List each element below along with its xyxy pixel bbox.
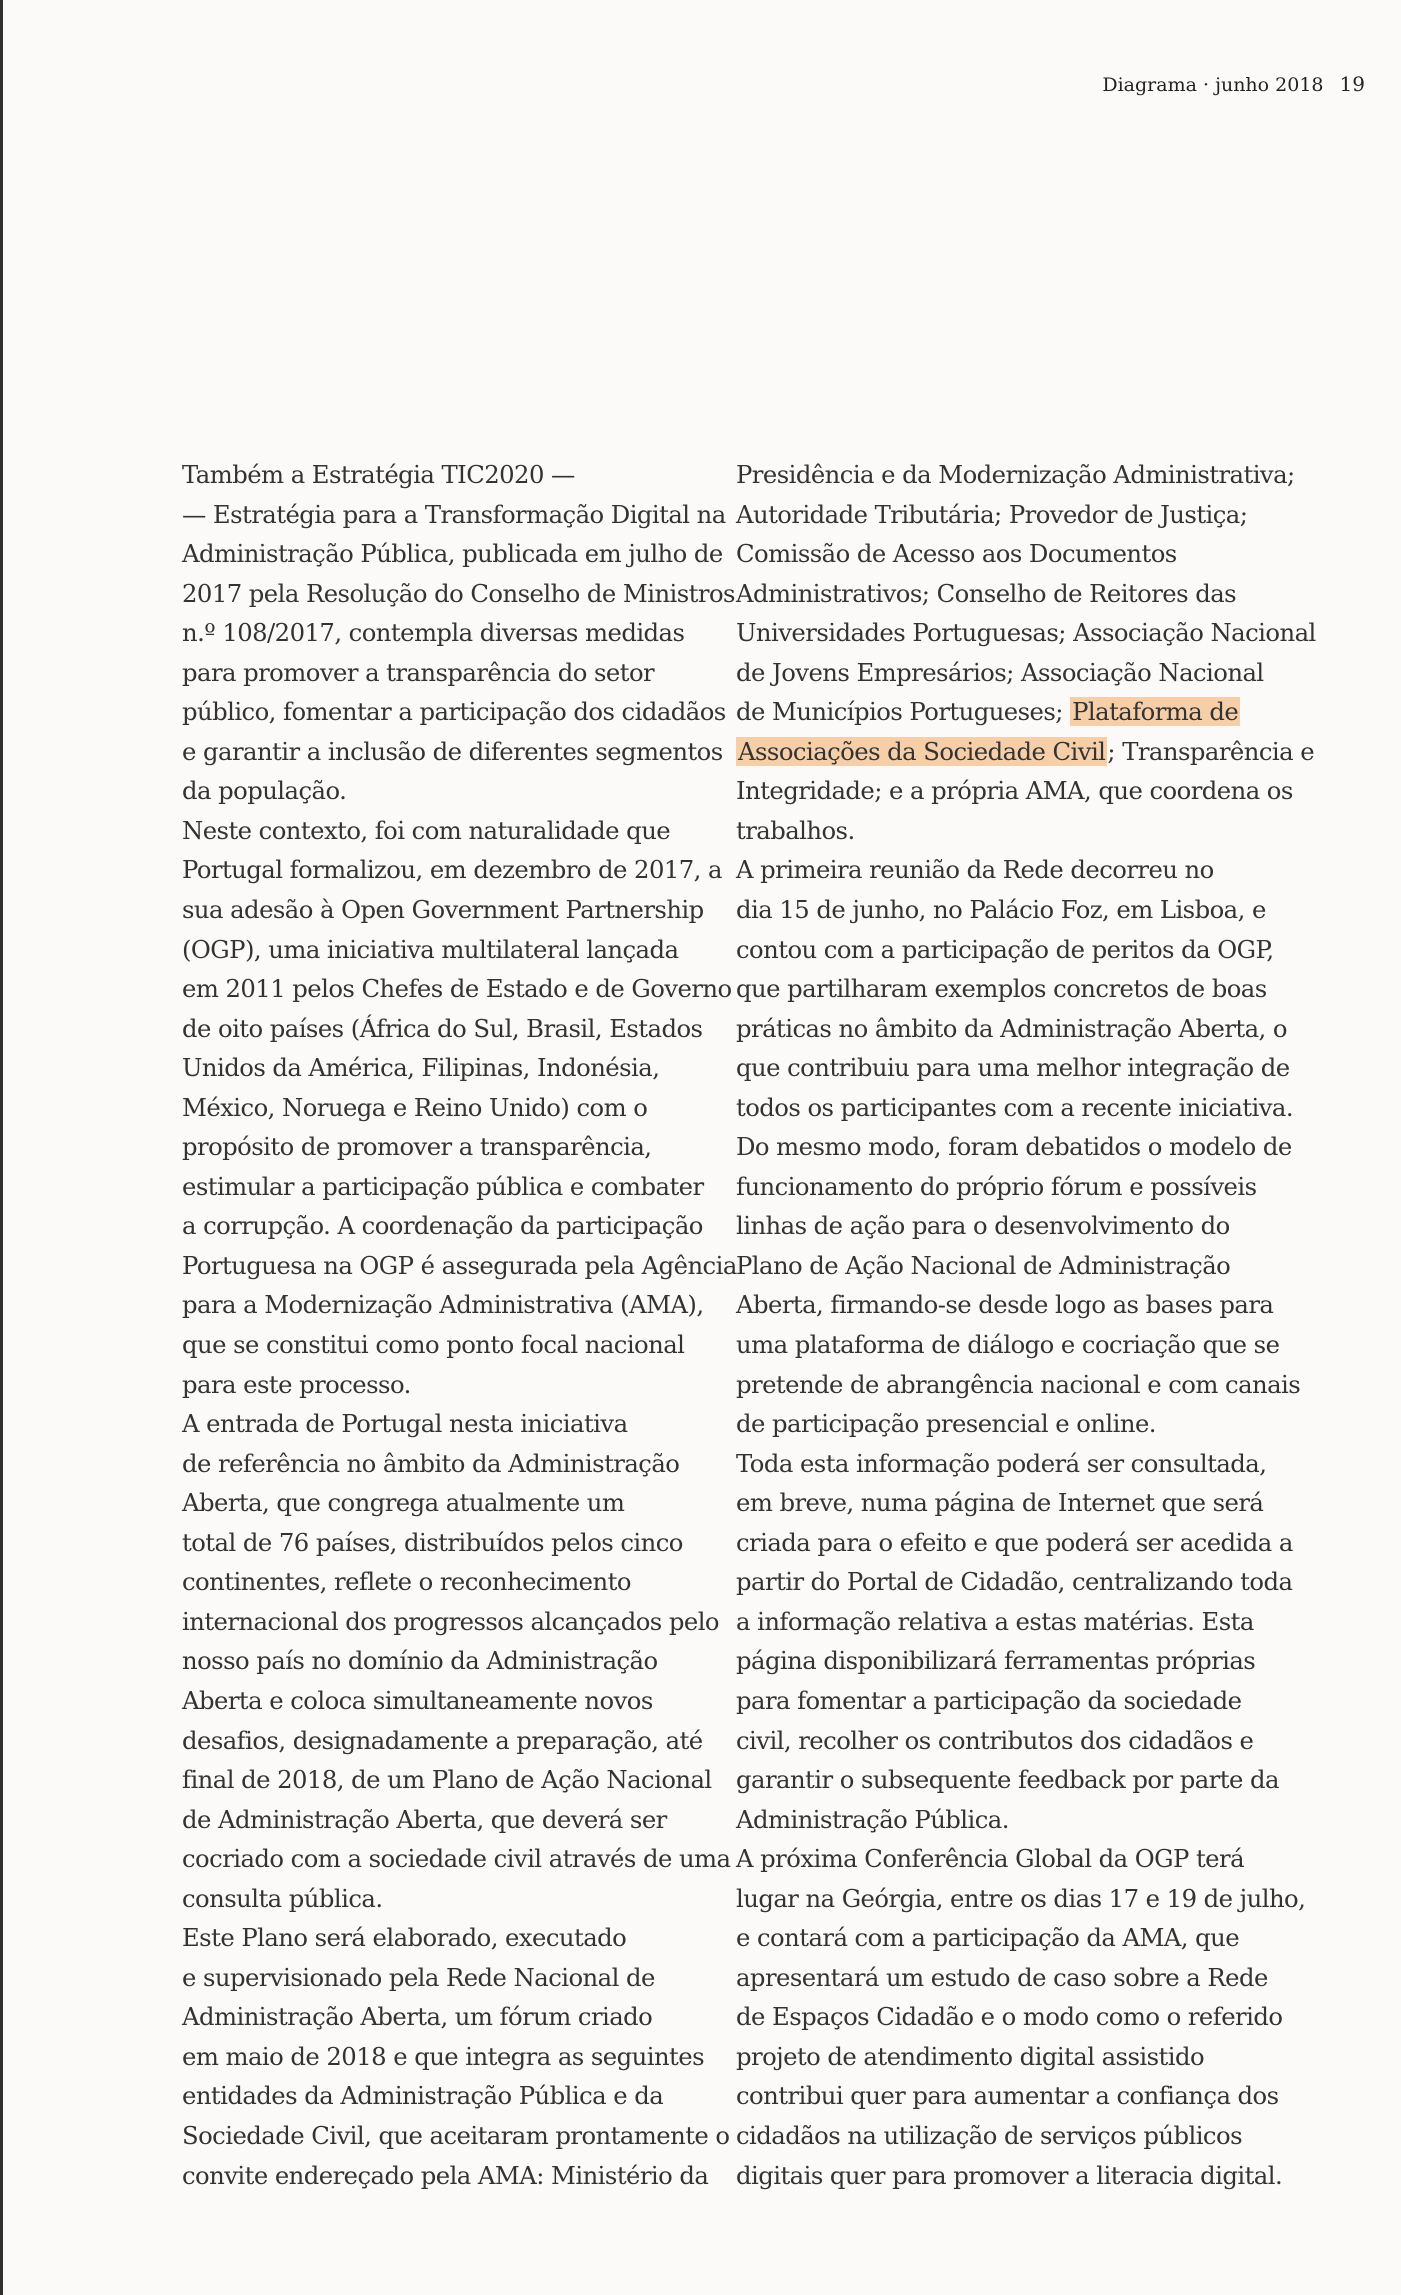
text-line: internacional dos progressos alcançados pelo [182, 1606, 720, 1636]
text-line: Aberta, firmando-se desde logo as bases para [736, 1290, 1274, 1320]
text-line [710, 732, 1315, 772]
text-line: desafios, designadamente a preparação, até [182, 1725, 703, 1755]
text-line: da população. [182, 776, 347, 806]
text-line: nosso país no domínio da Administração [182, 1646, 658, 1676]
text-line: Universidades Portuguesas; Associação Nacional [736, 618, 1316, 648]
text-line: uma plataforma de diálogo e cocriação que se [736, 1330, 1280, 1360]
text-line: México, Noruega e Reino Unido) com o [182, 1092, 648, 1122]
text-line: de Jovens Empresários; Associação Nacional [736, 657, 1264, 687]
text-line: Também a Estratégia TIC2020 — [182, 460, 575, 489]
text-line: Portugal formalizou, em dezembro de 2017, a [182, 855, 722, 885]
text-line: lugar na Geórgia, entre os dias 17 e 19 de julho, [736, 1883, 1306, 1913]
text-line: civil, recolher os contributos dos cidadãos e [736, 1725, 1254, 1755]
text-line: Aberta e coloca simultaneamente novos [182, 1685, 653, 1715]
text-line: propósito de promover a transparência, [182, 1132, 652, 1162]
publication-name: Diagrama [1102, 74, 1197, 96]
text-line: para este processo. [182, 1369, 411, 1399]
text-fragment: ; Transparência e [1107, 736, 1315, 766]
text-line: práticas no âmbito da Administração Aberta, o [736, 1013, 1287, 1043]
text-line: Do mesmo modo, foram debatidos o modelo de [736, 1132, 1292, 1162]
text-line: Administrativos; Conselho de Reitores das [736, 578, 1237, 608]
text-line: digitais quer para promover a literacia digital. [736, 2160, 1283, 2190]
paragraph [710, 1839, 1306, 2195]
text-line: Aberta, que congrega atualmente um [182, 1488, 625, 1518]
text-line: de referência no âmbito da Administração [182, 1448, 680, 1478]
text-line: convite endereçado pela AMA: Ministério da [182, 2160, 709, 2190]
text-line: Integridade; e a própria AMA, que coordena os [736, 776, 1293, 806]
issue-date: junho 2018 [1215, 74, 1324, 96]
text-line: estimular a participação pública e combater [182, 1171, 704, 1201]
text-line: Autoridade Tributária; Provedor de Justiça; [736, 499, 1248, 529]
paragraph [710, 850, 1301, 1443]
text-line: garantir o subsequente feedback por parte da [736, 1765, 1279, 1795]
text-line: Neste contexto, foi com naturalidade que [182, 815, 671, 845]
text-line: continentes, reflete o reconhecimento [182, 1567, 631, 1597]
text-fragment: de Municípios Portugueses; [736, 697, 1071, 727]
text-line: que se constitui como ponto focal nacional [182, 1330, 685, 1360]
text-line: final de 2018, de um Plano de Ação Nacional [182, 1765, 712, 1795]
text-line: todos os participantes com a recente iniciativa. [736, 1092, 1293, 1122]
text-line: para a Modernização Administrativa (AMA), [182, 1290, 704, 1320]
text-line: Comissão de Acesso aos Documentos [736, 539, 1177, 569]
page-number: 19 [1339, 72, 1365, 96]
text-line: Este Plano será elaborado, executado [182, 1923, 627, 1953]
header-separator: · [1202, 74, 1210, 96]
text-line: contou com a participação de peritos da OGP, [736, 934, 1274, 964]
paragraph [710, 1444, 1293, 1839]
text-line: A entrada de Portugal nesta iniciativa [182, 1409, 628, 1439]
text-line: e garantir a inclusão de diferentes segmentos [182, 736, 723, 766]
text-line: entidades da Administração Pública e da [182, 2081, 664, 2111]
highlighted-text: Associações da Sociedade Civil [738, 736, 1106, 766]
text-line: contribui quer para aumentar a confiança dos [736, 2081, 1279, 2111]
text-line: linhas de ação para o desenvolvimento do [736, 1211, 1230, 1241]
left-column [156, 455, 737, 2195]
text-line: Plano de Ação Nacional de Administração [736, 1250, 1231, 1280]
text-line: sua adesão à Open Government Partnership [182, 895, 704, 925]
text-line: que contribuiu para uma melhor integração de [736, 1053, 1290, 1083]
text-line: Toda esta informação poderá ser consultada, [736, 1448, 1267, 1478]
text-line: Administração Pública, publicada em julho de [182, 539, 723, 569]
text-line: consulta pública. [182, 1883, 383, 1913]
text-line: para fomentar a participação da sociedade [736, 1685, 1242, 1715]
text-line [710, 692, 1280, 732]
text-line: de participação presencial e online. [736, 1409, 1156, 1439]
text-line: que partilharam exemplos concretos de boas [736, 974, 1267, 1004]
text-line: apresentará um estudo de caso sobre a Rede [736, 1962, 1268, 1992]
right-column [710, 455, 1316, 2195]
text-line: para promover a transparência do setor [182, 657, 655, 687]
text-line: de oito países (África do Sul, Brasil, Estados [182, 1013, 703, 1043]
text-line: pretende de abrangência nacional e com canais [736, 1369, 1301, 1399]
text-line: A primeira reunião da Rede decorreu no [736, 855, 1214, 885]
text-line: Unidos da América, Filipinas, Indonésia, [182, 1053, 660, 1083]
text-line: dia 15 de junho, no Palácio Foz, em Lisboa, e [736, 895, 1266, 925]
text-line: em breve, numa página de Internet que será [736, 1488, 1264, 1518]
text-line: 2017 pela Resolução do Conselho de Ministros [182, 578, 735, 608]
text-line: Administração Aberta, um fórum criado [182, 2002, 653, 2032]
scan-edge [0, 0, 3, 2295]
text-line: (OGP), uma iniciativa multilateral lançada [182, 934, 679, 964]
text-line: n.º 108/2017, contempla diversas medidas [182, 618, 685, 648]
text-line: trabalhos. [736, 815, 855, 845]
text-line: cocriado com a sociedade civil através de uma [182, 1844, 731, 1874]
text-line: Sociedade Civil, que aceitaram prontamente o [182, 2120, 730, 2150]
text-line: cidadãos na utilização de serviços públicos [736, 2120, 1242, 2150]
paragraph [710, 455, 1316, 850]
paragraph [156, 1404, 731, 1918]
text-line: Administração Pública. [736, 1804, 1009, 1834]
text-line: a informação relativa a estas matérias. Esta [736, 1606, 1254, 1636]
text-line: — Estratégia para a Transformação Digital na [182, 499, 726, 529]
paragraph [156, 1918, 730, 2195]
text-line: de Administração Aberta, que deverá ser [182, 1804, 667, 1834]
text-line: criada para o efeito e que poderá ser acedida a [736, 1527, 1293, 1557]
highlighted-text: Plataforma de [1072, 697, 1239, 727]
text-line: partir do Portal de Cidadão, centralizando toda [736, 1567, 1293, 1597]
text-line: em 2011 pelos Chefes de Estado e de Governo [182, 974, 732, 1004]
text-line: Portuguesa na OGP é assegurada pela Agência [182, 1250, 737, 1280]
paragraph [156, 811, 737, 1404]
text-line: e contará com a participação da AMA, que [736, 1923, 1240, 1953]
text-line: em maio de 2018 e que integra as seguintes [182, 2041, 705, 2071]
text-line: a corrupção. A coordenação da participação [182, 1211, 703, 1241]
text-line: projeto de atendimento digital assistido [736, 2041, 1205, 2071]
paragraph [156, 455, 735, 811]
text-line: funcionamento do próprio fórum e possíveis [736, 1171, 1257, 1201]
text-line: página disponibilizará ferramentas próprias [736, 1646, 1256, 1676]
text-line: de Espaços Cidadão e o modo como o referido [736, 2002, 1283, 2032]
text-line: e supervisionado pela Rede Nacional de [182, 1962, 655, 1992]
text-line: Presidência e da Modernização Administrativa; [736, 460, 1295, 489]
text-line: público, fomentar a participação dos cidadãos [182, 697, 726, 727]
text-line: total de 76 países, distribuídos pelos cinco [182, 1527, 683, 1557]
text-line: A próxima Conferência Global da OGP terá [736, 1844, 1245, 1874]
running-header [1102, 72, 1365, 96]
